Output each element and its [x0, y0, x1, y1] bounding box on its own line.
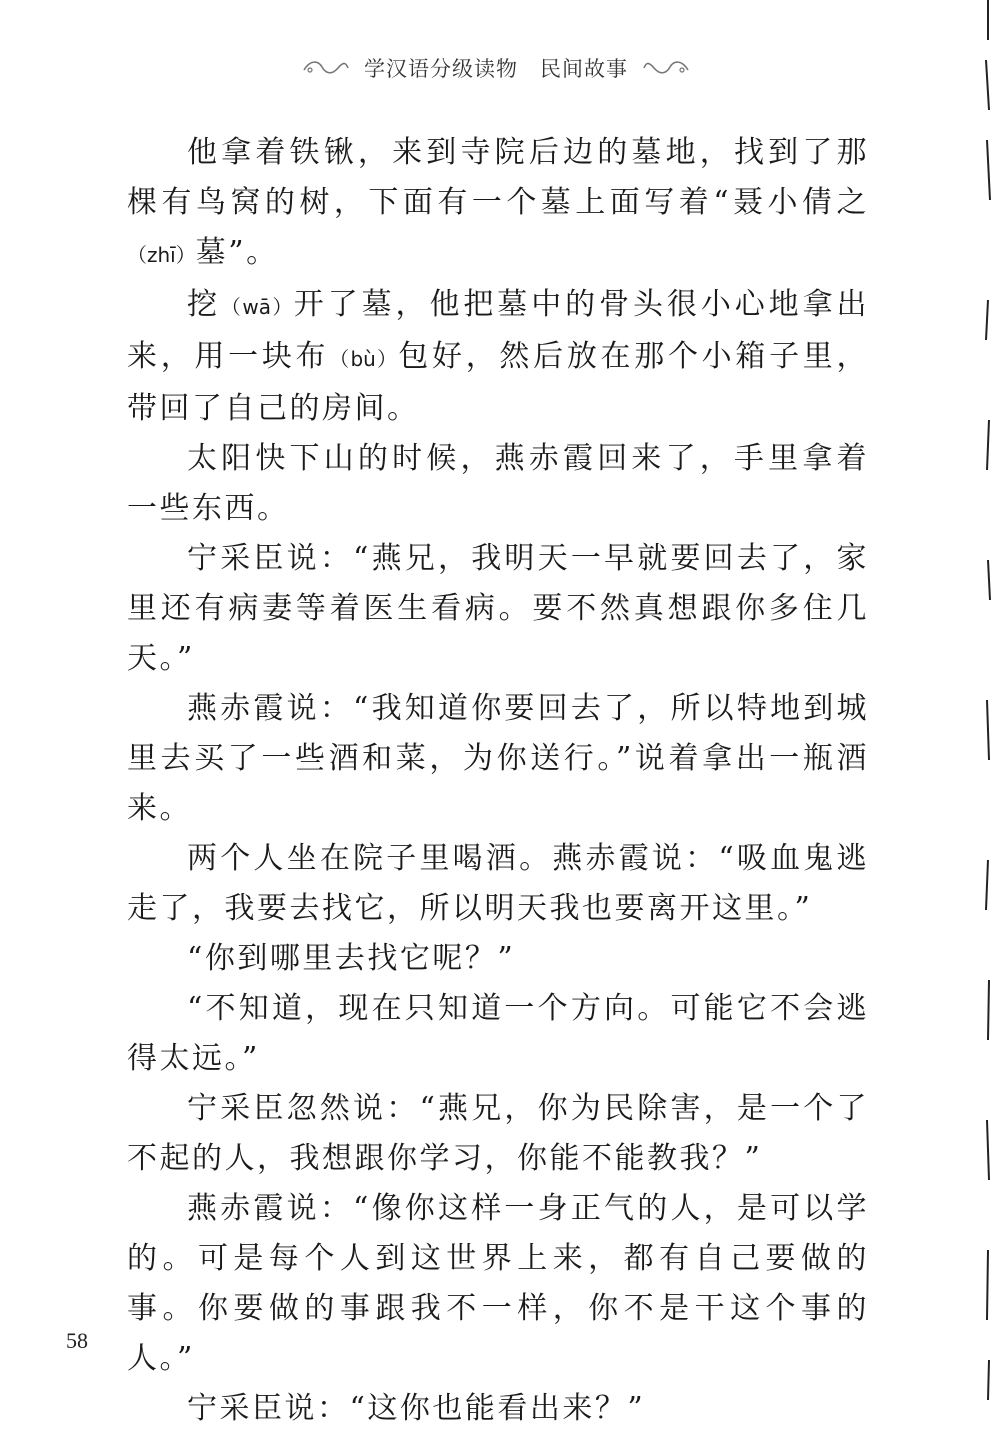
page-number: 58: [66, 1328, 88, 1353]
paragraph-5: 燕赤霞说：“我知道你要回去了，所以特地到城里去买了一些酒和菜，为你送行。”说着拿出一瓶酒来。: [127, 691, 869, 826]
paragraph-8: “不知道，现在只知道一个方向。可能它不会逃得太远。”: [127, 991, 869, 1076]
page-edge-decoration: [978, 0, 992, 1400]
header-series: 学汉语分级读物: [364, 57, 518, 81]
paragraph-1: 他拿着铁锹，来到寺院后边的墓地，找到了那棵有鸟窝的树，下面有一个墓上面写着“聂小倩之（zhī）墓”。: [127, 135, 869, 270]
paragraph-11: 宁采臣说：“这你也能看出来？”: [187, 1391, 646, 1426]
header-title: [364, 53, 628, 83]
pinyin-annotation: （wā）: [220, 295, 294, 319]
running-header: [0, 50, 992, 86]
paragraph-4: 宁采臣说：“燕兄，我明天一早就要回去了，家里还有病妻等着医生看病。要不然真想跟你多住几天。”: [127, 541, 869, 676]
paragraph-3: 太阳快下山的时候，燕赤霞回来了，手里拿着一些东西。: [127, 441, 869, 526]
paragraph-6: 两个人坐在院子里喝酒。燕赤霞说：“吸血鬼逃走了，我要去找它，所以明天我也要离开这里。”: [127, 841, 869, 926]
pinyin-annotation: （bù）: [329, 347, 399, 371]
paragraph-7: “你到哪里去找它呢？”: [187, 941, 516, 976]
header-section: 民间故事: [540, 57, 628, 81]
paragraph-9: 宁采臣忽然说：“燕兄，你为民除害，是一个了不起的人，我想跟你学习，你能不能教我？”: [127, 1091, 869, 1176]
left-swirl-ornament-icon: [302, 58, 350, 78]
pinyin-annotation: （zhī）: [127, 243, 196, 267]
body-text: [127, 128, 869, 1434]
paragraph-10: 燕赤霞说：“像你这样一身正气的人，是可以学的。可是每个人到这世界上来，都有自己要做的事。你要做的事跟我不一样，你不是干这个事的人。”: [127, 1191, 869, 1376]
right-swirl-ornament-icon: [642, 58, 690, 78]
paragraph-2: 挖（wā）开了墓，他把墓中的骨头很小心地拿出来，用一块布（bù）包好，然后放在那个小箱子里，带回了自己的房间。: [127, 287, 870, 426]
